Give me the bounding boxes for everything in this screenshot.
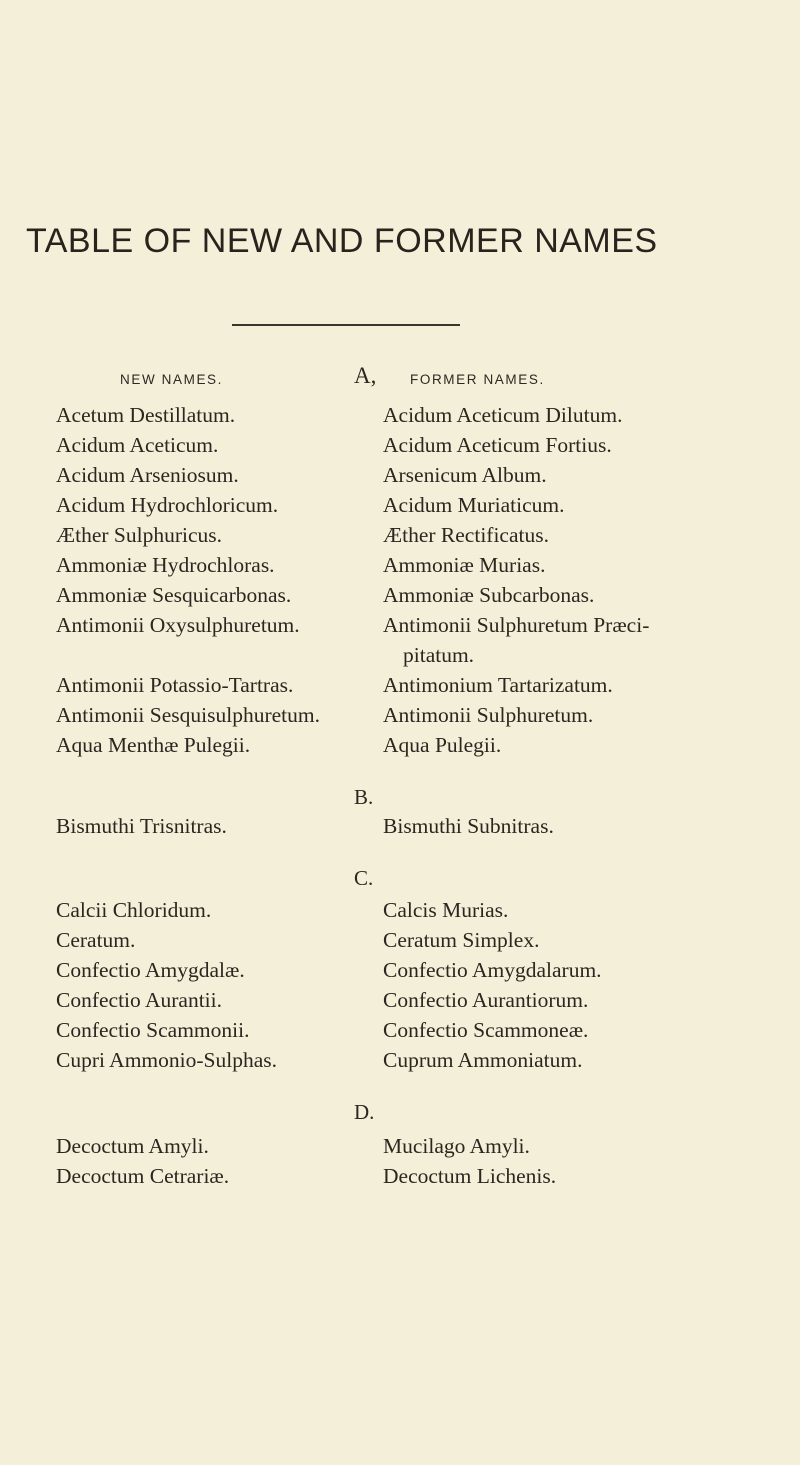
table-row xyxy=(0,985,800,1015)
new-name: Ammoniæ Hydrochloras. xyxy=(56,553,275,577)
table-row xyxy=(0,811,800,841)
new-name: Antimonii Sesquisulphuretum. xyxy=(56,703,320,727)
table-row xyxy=(0,610,800,640)
section-letter-b: B. xyxy=(354,785,374,809)
former-name: Decoctum Lichenis. xyxy=(383,1164,557,1188)
new-name: Decoctum Amyli. xyxy=(56,1134,209,1158)
former-name: Antimonii Sulphuretum Præci- xyxy=(383,613,650,637)
new-name: Ceratum. xyxy=(56,928,136,952)
new-name: Calcii Chloridum. xyxy=(56,898,212,922)
table-row xyxy=(0,700,800,730)
new-name: Acidum Aceticum. xyxy=(56,433,219,457)
new-name: Æther Sulphuricus. xyxy=(56,523,223,547)
section-letter-d: D. xyxy=(354,1100,375,1124)
former-name: Acidum Muriaticum. xyxy=(383,493,565,517)
table-row xyxy=(0,955,800,985)
table-row xyxy=(0,580,800,610)
table-row xyxy=(0,1131,800,1161)
new-name: Ammoniæ Sesquicarbonas. xyxy=(56,583,292,607)
table-row xyxy=(0,895,800,925)
section-letter-a: A, xyxy=(354,363,377,388)
former-name: Æther Rectificatus. xyxy=(383,523,549,547)
new-name: Confectio Scammonii. xyxy=(56,1018,250,1042)
table-row xyxy=(0,1161,800,1191)
new-name: Confectio Aurantii. xyxy=(56,988,222,1012)
new-name: Confectio Amygdalæ. xyxy=(56,958,245,982)
former-name: Bismuthi Subnitras. xyxy=(383,814,554,838)
title-rule xyxy=(232,324,460,326)
former-name: Confectio Scammoneæ. xyxy=(383,1018,589,1042)
table-row xyxy=(0,460,800,490)
table-row xyxy=(0,550,800,580)
header-former-names: FORMER NAMES. xyxy=(410,372,545,387)
former-name: Confectio Amygdalarum. xyxy=(383,958,602,982)
table-row xyxy=(0,925,800,955)
new-name: Decoctum Cetrariæ. xyxy=(56,1164,230,1188)
former-name: Calcis Murias. xyxy=(383,898,509,922)
new-name: Acidum Hydrochloricum. xyxy=(56,493,279,517)
former-name: Antimonium Tartarizatum. xyxy=(383,673,613,697)
table-row xyxy=(0,1015,800,1045)
former-name: Aqua Pulegii. xyxy=(383,733,502,757)
former-name: Arsenicum Album. xyxy=(383,463,547,487)
former-name: Ammoniæ Murias. xyxy=(383,553,546,577)
former-name: Ammoniæ Subcarbonas. xyxy=(383,583,595,607)
table-row xyxy=(0,1045,800,1075)
former-name-continuation: pitatum. xyxy=(403,643,475,667)
page-title: TABLE OF NEW AND FORMER NAMES xyxy=(26,222,658,260)
table-row xyxy=(0,490,800,520)
new-name: Acidum Arseniosum. xyxy=(56,463,239,487)
former-name: Confectio Aurantiorum. xyxy=(383,988,589,1012)
new-name: Cupri Ammonio-Sulphas. xyxy=(56,1048,277,1072)
new-name: Antimonii Potassio-Tartras. xyxy=(56,673,294,697)
table-row xyxy=(0,670,800,700)
former-name: Cuprum Ammoniatum. xyxy=(383,1048,583,1072)
new-name: Bismuthi Trisnitras. xyxy=(56,814,227,838)
new-name: Aqua Menthæ Pulegii. xyxy=(56,733,251,757)
former-name: Mucilago Amyli. xyxy=(383,1134,530,1158)
new-name: Acetum Destillatum. xyxy=(56,403,236,427)
former-name: Antimonii Sulphuretum. xyxy=(383,703,594,727)
former-name: Acidum Aceticum Dilutum. xyxy=(383,403,623,427)
section-letter-c: C. xyxy=(354,866,374,890)
former-name: Ceratum Simplex. xyxy=(383,928,540,952)
table-row xyxy=(0,400,800,430)
table-row xyxy=(0,730,800,760)
table-row xyxy=(0,430,800,460)
new-name: Antimonii Oxysulphuretum. xyxy=(56,613,300,637)
former-name: Acidum Aceticum Fortius. xyxy=(383,433,612,457)
table-row xyxy=(0,520,800,550)
header-new-names: NEW NAMES. xyxy=(120,372,224,387)
